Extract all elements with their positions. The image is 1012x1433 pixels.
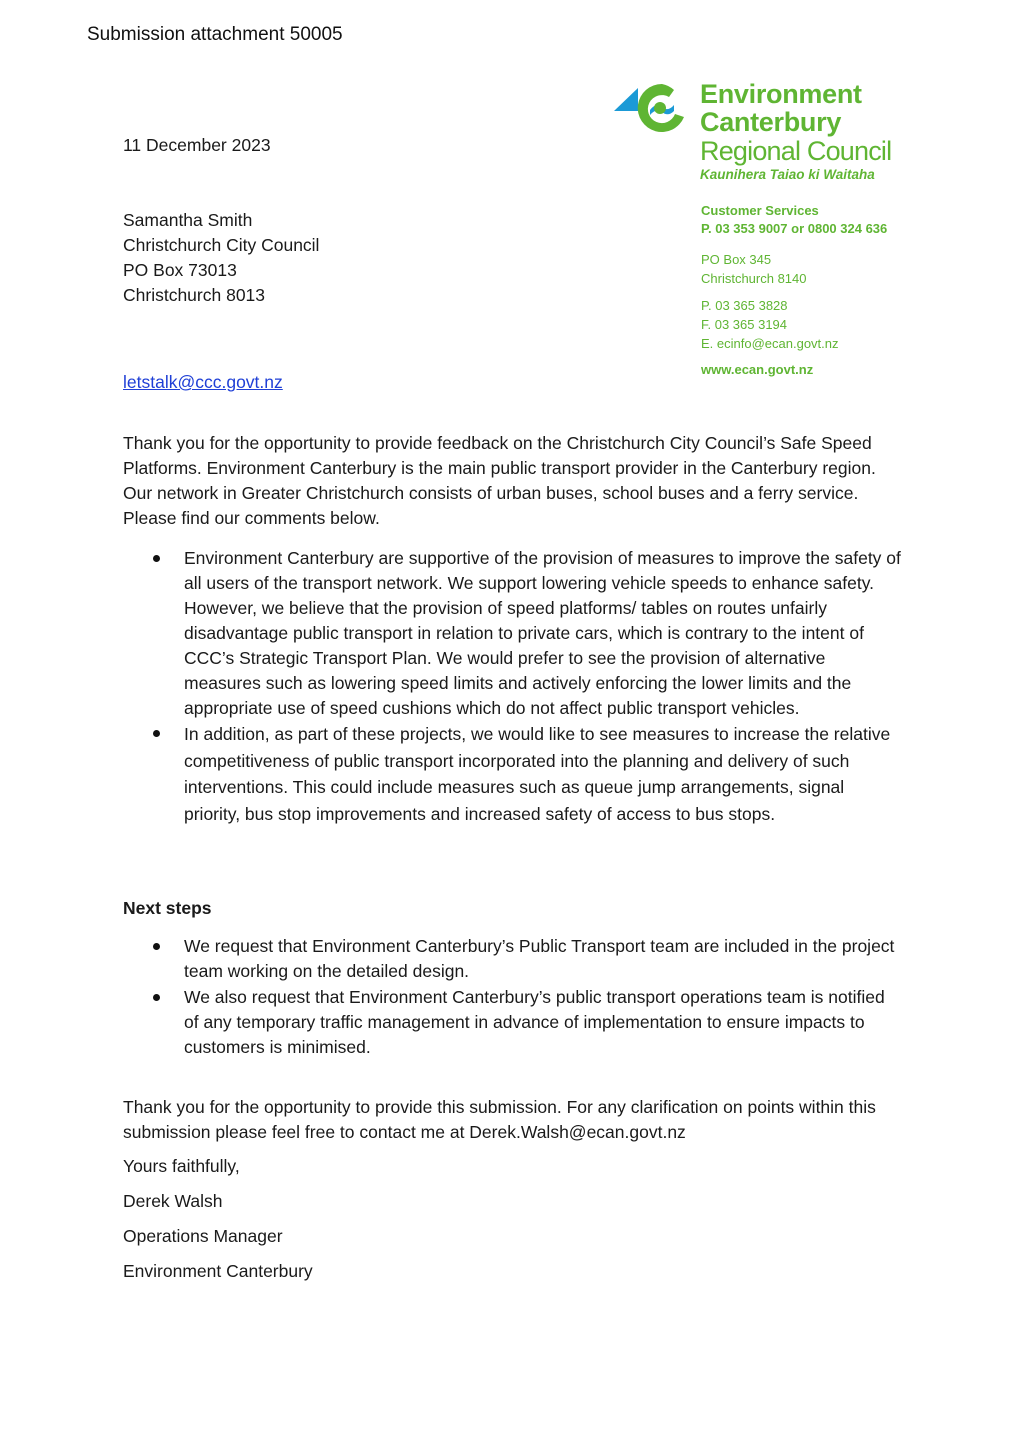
list-item <box>123 721 903 827</box>
contact-fax: F. 03 365 3194 <box>701 317 788 332</box>
ecan-logo <box>700 80 891 184</box>
recipient-email-link[interactable]: letstalk@ccc.govt.nz <box>123 372 283 392</box>
recipient-po-box: PO Box 73013 <box>123 260 237 280</box>
next-steps-list <box>123 934 903 1060</box>
closing-paragraph: Thank you for the opportunity to provide this submission. For any clarification on points within this submission please feel free to contact me at Derek.Walsh@ecan.govt.nz <box>123 1097 876 1142</box>
next-step-text: We also request that Environment Canterbury’s public transport operations team is notified of any temporary traffic management in advance of implementation to ensure impacts to customers is minimised. <box>184 987 885 1057</box>
signer-org: Environment Canterbury <box>123 1261 313 1281</box>
contact-service-heading: Customer Services <box>701 203 819 218</box>
logo-line-1: Environment <box>700 79 862 109</box>
logo-line-2: Canterbury <box>700 107 842 137</box>
signoff: Yours faithfully, <box>123 1156 240 1176</box>
next-step-text: We request that Environment Canterbury’s Public Transport team are included in the project team working on the detailed design. <box>184 936 895 981</box>
logo-line-3: Regional Council <box>700 136 892 166</box>
contact-email: E. ecinfo@ecan.govt.nz <box>701 336 839 351</box>
bullet-icon <box>153 555 160 562</box>
contact-city: Christchurch 8140 <box>701 271 807 286</box>
letter-date: 11 December 2023 <box>123 135 271 155</box>
intro-paragraph: Thank you for the opportunity to provide feedback on the Christchurch City Council’s Safe Speed Platforms. Environment Canterbury is the main public transport provider in the Canterbury region. Our network in Greater Christchurch consists of urban buses, school buses and a ferry service. Please find our comments below. <box>123 433 876 528</box>
next-steps-heading: Next steps <box>123 898 212 918</box>
contact-phone: P. 03 365 3828 <box>701 298 788 313</box>
contact-po-box: PO Box 345 <box>701 252 772 267</box>
list-item <box>123 985 903 1060</box>
submission-tag: Submission attachment 50005 <box>87 24 343 45</box>
list-item <box>123 546 903 721</box>
contact-service-phone: P. 03 353 9007 or 0800 324 636 <box>701 221 888 236</box>
comment-text: Environment Canterbury are supportive of the provision of measures to improve the safety of all users of the transport network. We support lowering vehicle speeds to enhance safety. However, we believe that the provision of speed platforms/ tables on routes unfairly disadvantage public transport in relation to private cars, which is contrary to the intent of CCC’s Strategic Transport Plan. We would prefer to see the provision of alternative measures such as lowering speed limits and actively enforcing the lower limits and the appropriate use of speed cushions which do not affect public transport vehicles. <box>184 548 901 718</box>
signer-title: Operations Manager <box>123 1226 283 1246</box>
recipient-name: Samantha Smith <box>123 210 253 230</box>
recipient-address <box>123 208 319 308</box>
ecan-logo-icon <box>612 80 698 136</box>
bullet-icon <box>153 730 160 737</box>
comment-text: In addition, as part of these projects, we would like to see measures to increase the relative competitiveness of public transport incorporated into the planning and delivery of such interventions. This could include measures such as queue jump arrangements, signal priority, bus stop improvements and increased safety of access to bus stops. <box>184 724 891 824</box>
recipient-city: Christchurch 8013 <box>123 285 266 305</box>
logo-maori-name: Kaunihera Taiao ki Waitaha <box>700 167 875 182</box>
recipient-org: Christchurch City Council <box>123 235 320 255</box>
signer-name: Derek Walsh <box>123 1191 223 1211</box>
comments-list <box>123 546 903 827</box>
bullet-icon <box>153 994 160 1001</box>
list-item <box>123 934 903 984</box>
contact-website: www.ecan.govt.nz <box>701 362 814 377</box>
bullet-icon <box>153 943 160 950</box>
